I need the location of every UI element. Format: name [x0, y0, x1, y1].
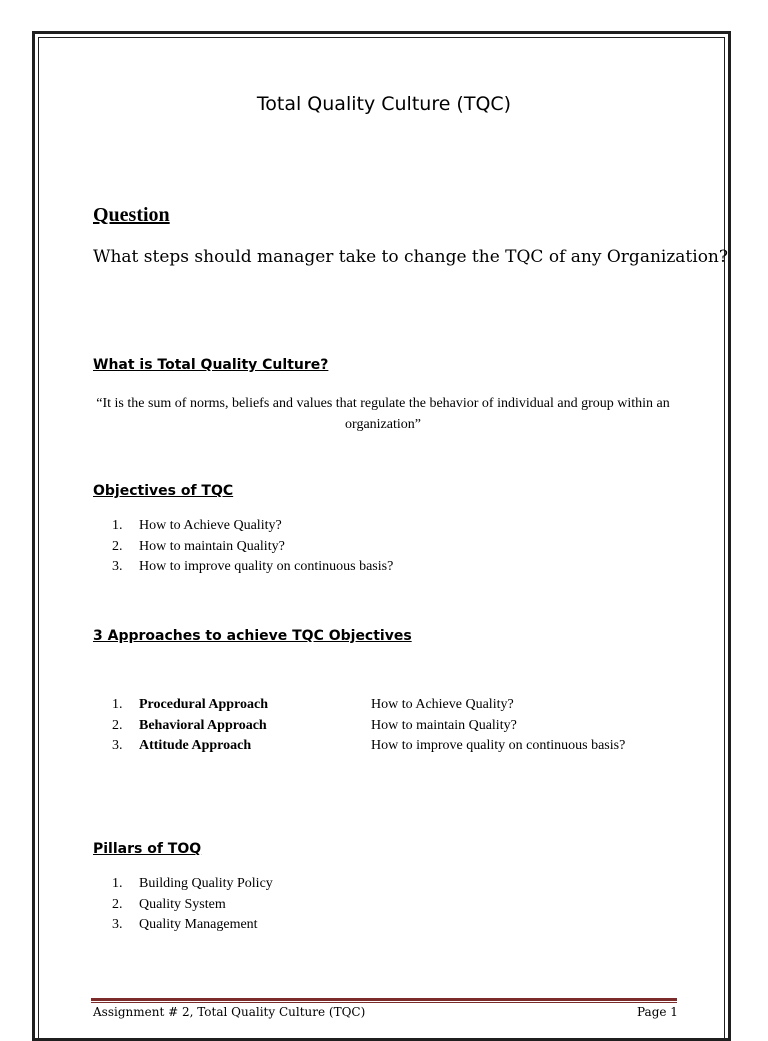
list-item — [112, 736, 625, 757]
objectives-heading: Objectives of TQC — [93, 483, 234, 499]
list-item — [112, 915, 273, 936]
list-item-text: Building Quality Policy — [139, 876, 273, 891]
footer-rule — [91, 998, 677, 1001]
list-number: 2. — [112, 717, 123, 733]
list-item — [112, 874, 273, 895]
objectives-list — [112, 516, 393, 578]
approaches-heading: 3 Approaches to achieve TQC Objectives — [93, 628, 412, 644]
list-item-text: Quality Management — [139, 917, 258, 932]
approach-description: How to Achieve Quality? — [371, 697, 514, 712]
list-number: 2. — [112, 538, 123, 554]
footer-page-number: Page 1 — [637, 1005, 678, 1019]
list-number: 2. — [112, 896, 123, 912]
question-text: What steps should manager take to change the TQC of any Organization? — [93, 247, 728, 267]
list-number: 1. — [112, 697, 123, 712]
page-title: Total Quality Culture (TQC) — [256, 93, 512, 115]
list-item-text: How to maintain Quality? — [139, 538, 285, 554]
approach-description: How to improve quality on continuous basis? — [371, 738, 626, 753]
list-item — [112, 516, 393, 537]
list-item — [112, 537, 393, 558]
list-item-text: How to Achieve Quality? — [139, 518, 282, 533]
question-heading: Question — [93, 204, 170, 226]
list-number: 1. — [112, 518, 123, 533]
list-item-text: How to improve quality on continuous basis? — [139, 559, 394, 574]
list-number: 3. — [112, 559, 123, 574]
list-item — [112, 695, 625, 716]
list-item-text: Quality System — [139, 896, 226, 912]
pillars-list — [112, 874, 273, 936]
approaches-list — [112, 695, 625, 757]
list-number: 3. — [112, 917, 123, 932]
list-item — [112, 716, 625, 737]
list-number: 1. — [112, 876, 123, 891]
list-item — [112, 557, 393, 578]
approach-name: Procedural Approach — [139, 697, 268, 712]
pillars-heading: Pillars of TOQ — [93, 841, 202, 857]
list-number: 3. — [112, 738, 123, 753]
approach-name: Behavioral Approach — [139, 717, 267, 733]
definition-heading: What is Total Quality Culture? — [93, 357, 329, 373]
definition-quote: “It is the sum of norms, beliefs and values that regulate the behavior of individual and group within an organization” — [96, 396, 670, 432]
footer-rule-thin — [91, 1002, 677, 1003]
list-item — [112, 895, 273, 916]
approach-description: How to maintain Quality? — [371, 717, 517, 733]
approach-name: Attitude Approach — [139, 738, 252, 753]
footer-assignment-label: Assignment # 2, Total Quality Culture (TQC) — [93, 1005, 366, 1019]
